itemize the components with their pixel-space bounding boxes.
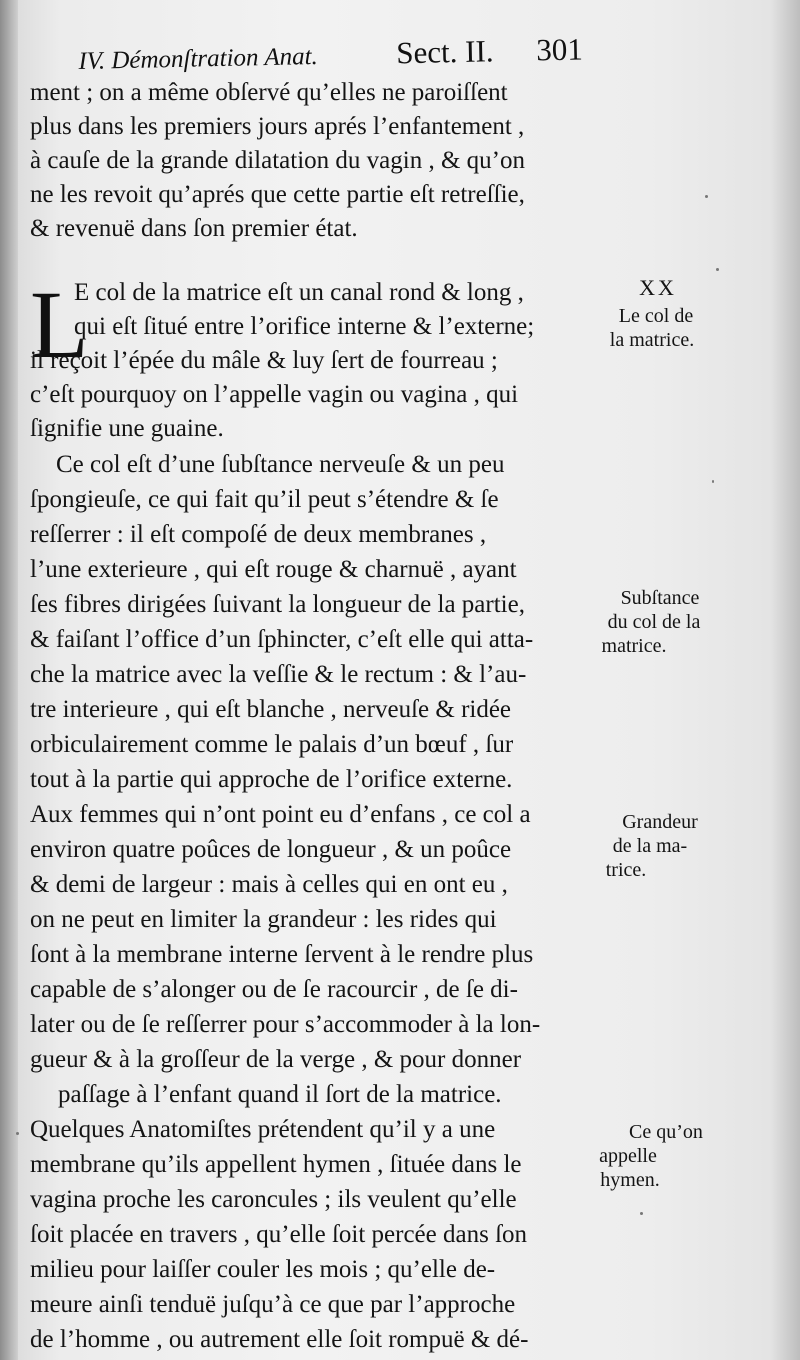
- text-line: il reçoit l’épée du mâle & luy ſert de fourreau ;: [30, 347, 498, 374]
- text-line: meure ainſi tenduë juſqu’à ce que par l’approche: [30, 1291, 516, 1318]
- text-line: membrane qu’ils appellent hymen , ſituée dans le: [30, 1151, 522, 1178]
- text-line: Aux femmes qui n’ont point eu d’enfans , ce col a: [30, 801, 531, 828]
- page-gutter-shadow: [0, 0, 18, 1360]
- page-number: 301: [535, 31, 584, 68]
- text-line: Ce col eſt d’une ſubſtance nerveuſe & un peu: [56, 451, 505, 478]
- text-line: & revenuë dans ſon premier état.: [30, 215, 358, 242]
- text-line: later ou de ſe reſſerrer pour s’accommoder à la lon-: [30, 1011, 541, 1038]
- text-line: ſpongieuſe, ce qui fait qu’il peut s’étendre & ſe: [30, 486, 499, 513]
- margin-note-line: Grandeur: [622, 811, 698, 833]
- margin-note-line: du col de la: [607, 611, 701, 633]
- print-speck: [716, 268, 719, 271]
- text-line: ment ; on a même obſervé qu’elles ne paroiſſent: [30, 79, 508, 106]
- text-line: ſignifie une guaine.: [30, 415, 224, 442]
- text-line: & demi de largeur : mais à celles qui en ont eu ,: [30, 871, 508, 898]
- margin-note-line: hymen.: [600, 1169, 660, 1191]
- margin-note-line: matrice.: [601, 635, 667, 657]
- text-line: che la matrice avec la veſſie & le rectum : & l’au-: [30, 661, 527, 688]
- text-line: l’une exterieure , qui eſt rouge & charnuë , ayant: [30, 556, 517, 583]
- margin-note-line: la matrice.: [609, 329, 695, 351]
- text-line: environ quatre poûces de longueur , & un poûce: [30, 836, 512, 863]
- text-line: vagina proche les caroncules ; ils veulent qu’elle: [30, 1186, 517, 1213]
- margin-note-line: Ce qu’on: [629, 1121, 703, 1143]
- margin-note-number: XX: [639, 275, 677, 300]
- print-speck: [705, 195, 708, 198]
- margin-note-line: Subſtance: [620, 587, 700, 609]
- print-speck: [712, 480, 714, 483]
- margin-note-line: trice.: [605, 859, 647, 881]
- text-line: ne les revoit qu’aprés que cette partie eſt retreſſie,: [30, 181, 525, 208]
- text-line: à cauſe de la grande dilatation du vagin , & qu’on: [30, 147, 525, 174]
- text-line: & faiſant l’office d’un ſphincter, c’eſt elle qui atta-: [30, 626, 534, 653]
- margin-note-line: appelle: [599, 1145, 657, 1167]
- text-line: de l’homme , ou autrement elle ſoit rompuë & dé-: [30, 1326, 529, 1353]
- margin-note-line: de la ma-: [612, 835, 688, 857]
- text-line: ſont à la membrane interne ſervent à le rendre plus: [30, 941, 534, 968]
- text-line: ſoit placée en travers , qu’elle ſoit percée dans ſon: [30, 1221, 528, 1248]
- text-line: gueur & à la groſſeur de la verge , & pour donner: [30, 1046, 522, 1073]
- text-line: reſſerrer : il eſt compoſé de deux membranes ,: [30, 521, 487, 548]
- text-line: capable de s’alonger ou de ſe racourcir , de ſe di-: [30, 976, 518, 1003]
- text-line: orbiculairement comme le palais d’un bœuf , ſur: [30, 731, 514, 758]
- text-line: c’eſt pourquoy on l’appelle vagin ou vagina , qui: [30, 381, 519, 408]
- text-line: milieu pour laiſſer couler les mois ; qu’elle de-: [30, 1256, 496, 1283]
- text-line: on ne peut en limiter la grandeur : les rides qui: [30, 906, 497, 933]
- text-line: plus dans les premiers jours aprés l’enfantement ,: [30, 113, 525, 140]
- text-line: ſes fibres dirigées ſuivant la longueur de la partie,: [30, 591, 525, 618]
- section-label: Sect. II.: [395, 33, 494, 71]
- text-line: qui eſt ſitué entre l’orifice interne & l’externe;: [74, 313, 535, 340]
- text-line: paſſage à l’enfant quand il ſort de la matrice.: [58, 1081, 502, 1108]
- text-line: tre interieure , qui eſt blanche , nerveuſe & ridée: [30, 696, 512, 723]
- running-title: IV. Démonſtration Anat.: [78, 42, 319, 75]
- print-speck: [16, 1132, 19, 1135]
- text-line: Quelques Anatomiſtes prétendent qu’il y a une: [30, 1116, 496, 1143]
- text-line: E col de la matrice eſt un canal rond & long ,: [74, 279, 524, 306]
- text-line: tout à la partie qui approche de l’orifice externe.: [30, 766, 513, 793]
- margin-note-line: Le col de: [618, 305, 694, 327]
- print-speck: [640, 1212, 643, 1215]
- drop-cap: L: [30, 271, 89, 378]
